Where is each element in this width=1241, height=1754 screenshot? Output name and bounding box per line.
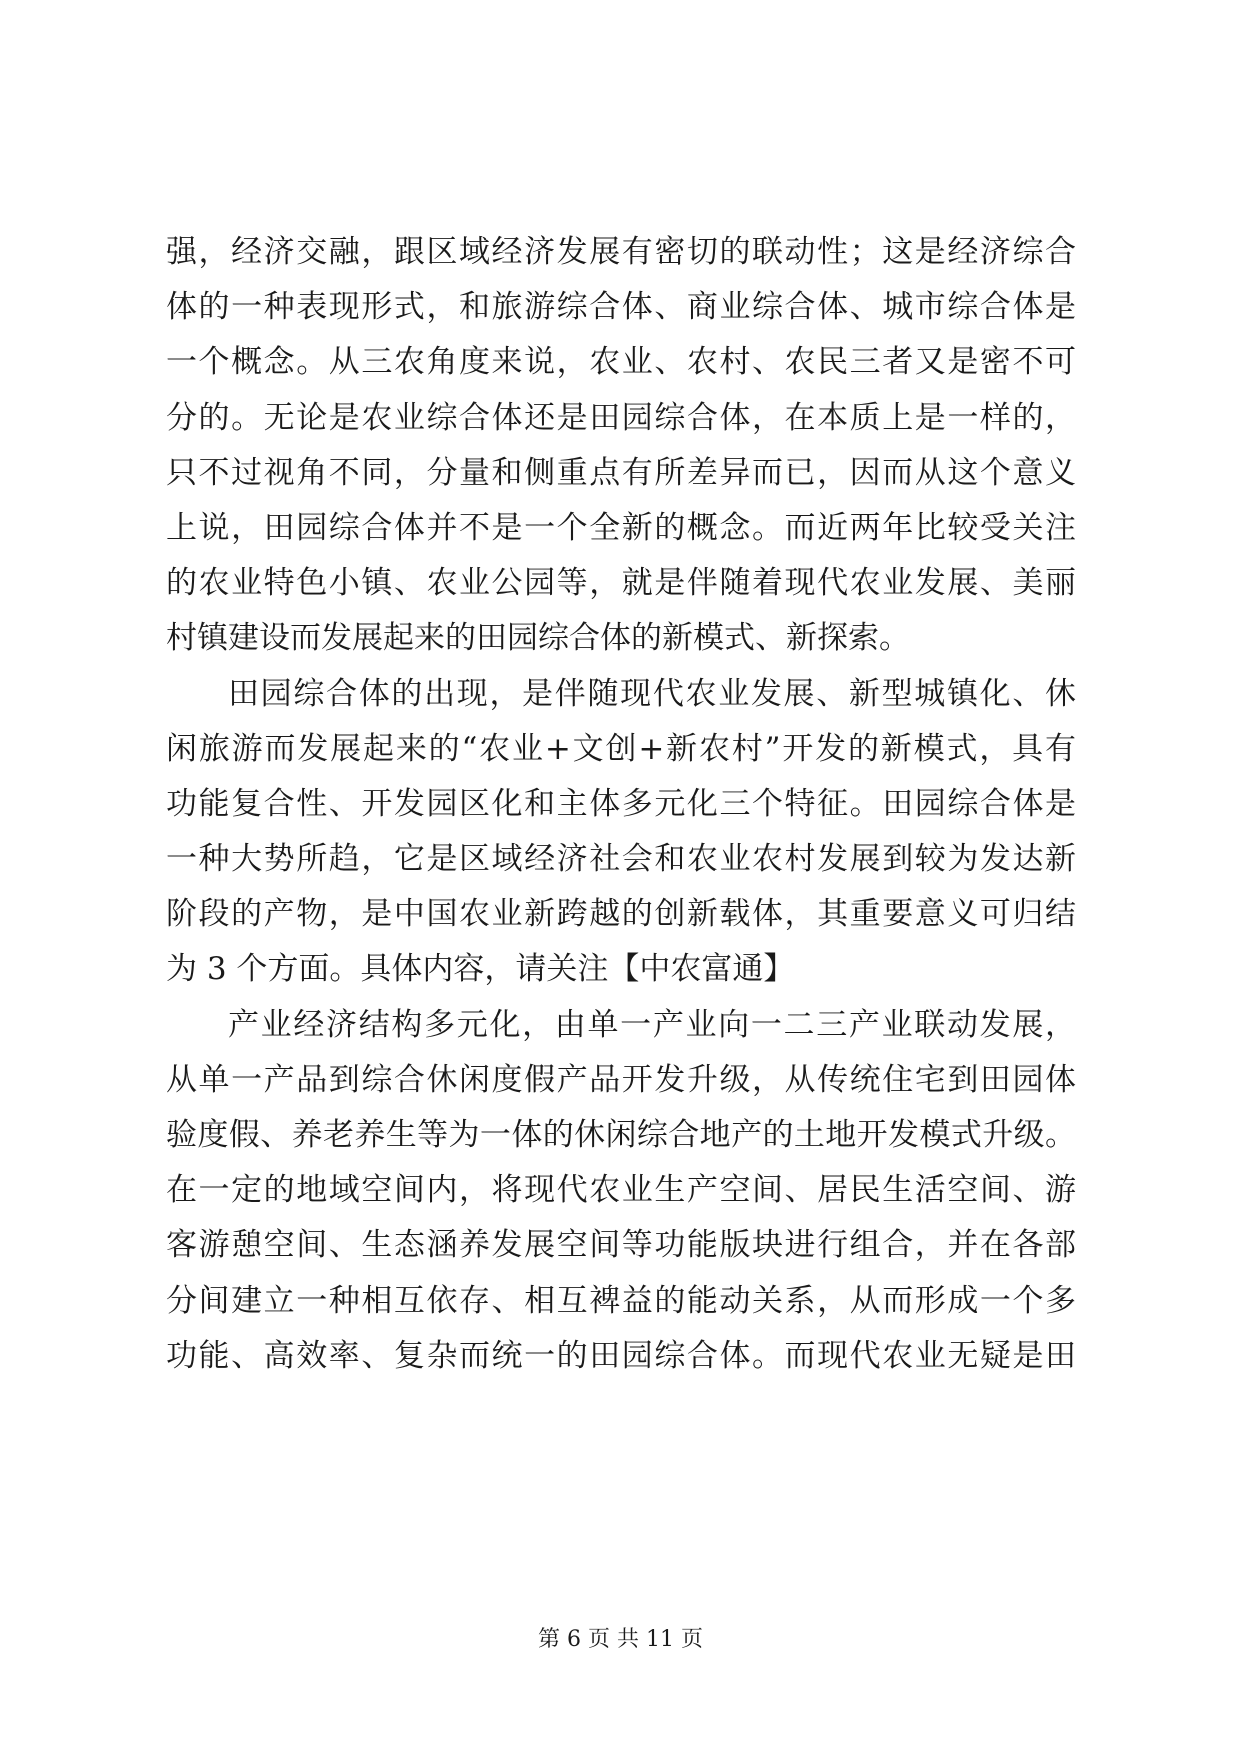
page-number-footer: 第 6 页 共 11 页	[538, 1627, 703, 1652]
text-line: 一个概念。从三农角度来说，农业、农村、农民三者又是密不可	[166, 344, 1076, 381]
text-line: 功能、高效率、复杂而统一的田园综合体。而现代农业无疑是田	[166, 1337, 1076, 1374]
text-line: 为 3 个方面。具体内容，请关注【中农富通】	[166, 951, 795, 988]
paragraph-1	[166, 225, 1076, 667]
text-line: 从单一产品到综合休闲度假产品开发升级，从传统住宅到田园体	[166, 1061, 1076, 1098]
paragraph-2	[166, 667, 1076, 998]
text-line: 阶段的产物，是中国农业新跨越的创新载体，其重要意义可归结	[166, 896, 1076, 933]
text-line: 产业经济结构多元化，由单一产业向一二三产业联动发展，	[228, 1006, 1076, 1043]
text-line: 客游憩空间、生态涵养发展空间等功能版块进行组合，并在各部	[166, 1227, 1076, 1264]
text-line: 在一定的地域空间内，将现代农业生产空间、居民生活空间、游	[166, 1172, 1076, 1209]
text-line: 闲旅游而发展起来的“农业+文创+新农村”开发的新模式，具有	[166, 730, 1076, 767]
text-line: 验度假、养老养生等为一体的休闲综合地产的土地开发模式升级。	[166, 1117, 1076, 1153]
text-line: 的农业特色小镇、农业公园等，就是伴随着现代农业发展、美丽	[166, 565, 1076, 602]
text-line: 上说，田园综合体并不是一个全新的概念。而近两年比较受关注	[166, 509, 1076, 546]
text-line: 功能复合性、开发园区化和主体多元化三个特征。田园综合体是	[166, 785, 1076, 822]
text-line: 分的。无论是农业综合体还是田园综合体，在本质上是一样的，	[166, 399, 1076, 436]
text-line: 强，经济交融，跟区域经济发展有密切的联动性；这是经济综合	[166, 234, 1076, 270]
text-line: 村镇建设而发展起来的田园综合体的新模式、新探索。	[166, 620, 910, 657]
document-body	[166, 225, 1076, 1384]
paragraph-3	[166, 998, 1076, 1384]
text-line: 田园综合体的出现，是伴随现代农业发展、新型城镇化、休	[228, 675, 1076, 712]
text-line: 体的一种表现形式，和旅游综合体、商业综合体、城市综合体是	[166, 289, 1076, 326]
text-line: 分间建立一种相互依存、相互裨益的能动关系，从而形成一个多	[166, 1282, 1076, 1319]
text-line: 一种大势所趋，它是区域经济社会和农业农村发展到较为发达新	[166, 841, 1076, 878]
text-line: 只不过视角不同，分量和侧重点有所差异而已，因而从这个意义	[166, 454, 1076, 491]
